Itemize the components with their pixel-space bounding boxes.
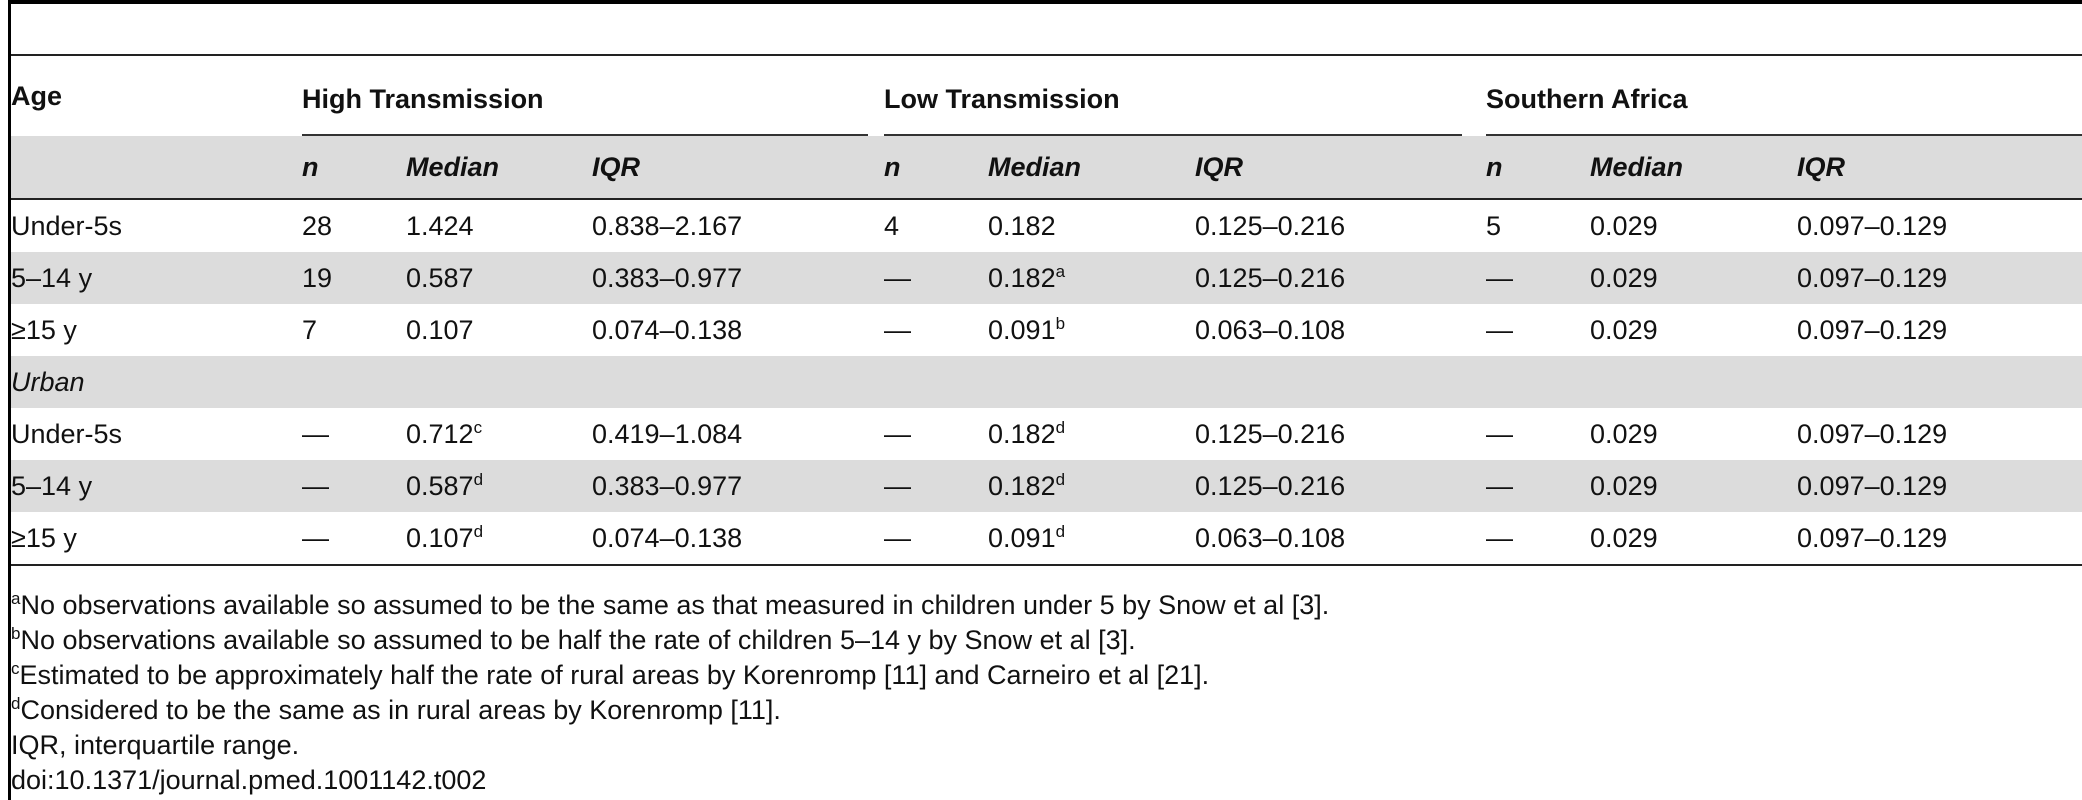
age-subheader-blank xyxy=(11,136,302,199)
median-value: 0.029 xyxy=(1590,314,1658,345)
median-cell xyxy=(406,252,592,304)
group-underline xyxy=(302,134,868,136)
footnote-mark: b xyxy=(1055,313,1066,333)
age-header: Age xyxy=(11,80,63,111)
median-cell xyxy=(988,252,1195,304)
data-table xyxy=(11,54,2082,566)
footnote-text: doi:10.1371/journal.pmed.1001142.t002 xyxy=(11,765,487,795)
median-cell xyxy=(1590,460,1797,512)
median-value: 0.587 xyxy=(406,470,474,501)
col-median: Median xyxy=(1590,136,1797,199)
age-cell: 5–14 y xyxy=(11,460,302,512)
iqr-cell: 0.063–0.108 xyxy=(1195,522,1346,553)
median-value: 0.091 xyxy=(988,314,1056,345)
median-value: 0.182 xyxy=(988,418,1056,449)
footnote-mark: c xyxy=(473,417,483,437)
median-cell xyxy=(406,304,592,356)
n-cell: — xyxy=(302,522,329,553)
data-table-wrapper xyxy=(11,54,2082,566)
n-cell: — xyxy=(884,522,912,553)
iqr-cell: 0.097–0.129 xyxy=(1797,314,1948,345)
age-cell: ≥15 y xyxy=(11,314,77,345)
median-value: 0.107 xyxy=(406,314,474,345)
iqr-cell: 0.097–0.129 xyxy=(1797,210,1948,241)
footnote-text: Considered to be the same as in rural areas by Korenromp [11]. xyxy=(20,695,781,725)
median-cell xyxy=(988,460,1195,512)
group-header-row xyxy=(11,55,2082,136)
sub-header-row xyxy=(11,136,2082,199)
n-cell: 4 xyxy=(884,210,900,241)
iqr-cell: 0.097–0.129 xyxy=(1797,418,1948,449)
footnote-line xyxy=(11,658,1329,693)
footnote-line xyxy=(11,763,1329,798)
median-cell xyxy=(988,512,1195,565)
iqr-cell: 0.097–0.129 xyxy=(1797,522,1948,553)
table-row xyxy=(11,408,2082,460)
median-cell xyxy=(406,408,592,460)
median-cell xyxy=(1590,199,1797,252)
median-value: 0.107 xyxy=(406,522,474,553)
table-row xyxy=(11,252,2082,304)
age-cell: ≥15 y xyxy=(11,522,77,553)
iqr-cell: 0.125–0.216 xyxy=(1195,418,1346,449)
n-cell: — xyxy=(884,314,912,345)
median-cell xyxy=(406,199,592,252)
top-border xyxy=(8,0,2082,4)
footnote-line xyxy=(11,588,1329,623)
median-value: 0.029 xyxy=(1590,470,1658,501)
n-cell: — xyxy=(1486,460,1590,512)
median-value: 0.182 xyxy=(988,262,1056,293)
footnote-mark: d xyxy=(473,521,484,541)
group-underline xyxy=(884,134,1462,136)
footnote-line xyxy=(11,728,1329,763)
section-label: Urban xyxy=(11,356,2082,408)
n-cell: — xyxy=(302,418,329,449)
iqr-cell: 0.074–0.138 xyxy=(592,314,743,345)
group-label: High Transmission xyxy=(302,83,544,114)
iqr-cell: 0.125–0.216 xyxy=(1195,252,1486,304)
age-cell: Under-5s xyxy=(11,210,123,241)
median-value: 0.182 xyxy=(988,210,1056,241)
median-cell xyxy=(406,512,592,565)
iqr-cell: 0.125–0.216 xyxy=(1195,210,1346,241)
iqr-cell: 0.838–2.167 xyxy=(592,210,743,241)
n-cell: — xyxy=(1486,252,1590,304)
median-value: 0.029 xyxy=(1590,262,1658,293)
footnote-text: No observations available so assumed to be the same as that measured in children under 5 by Snow et al [3]. xyxy=(20,590,1330,620)
median-value: 0.091 xyxy=(988,522,1056,553)
age-cell: 5–14 y xyxy=(11,252,302,304)
median-value: 0.712 xyxy=(406,418,474,449)
median-cell xyxy=(988,199,1195,252)
iqr-cell: 0.125–0.216 xyxy=(1195,460,1486,512)
table-row xyxy=(11,199,2082,252)
n-cell: — xyxy=(1486,418,1514,449)
footnote-mark: d xyxy=(1055,417,1066,437)
age-cell: Under-5s xyxy=(11,418,123,449)
n-cell: 19 xyxy=(302,252,406,304)
col-iqr: IQR xyxy=(1797,136,2082,199)
col-iqr: IQR xyxy=(1195,136,1486,199)
col-n: n xyxy=(1486,136,1590,199)
median-cell xyxy=(988,304,1195,356)
median-value: 0.029 xyxy=(1590,418,1658,449)
footnote-mark: a xyxy=(11,589,21,608)
group-header-southern xyxy=(1486,55,2082,136)
median-cell xyxy=(406,460,592,512)
n-cell: — xyxy=(1486,522,1514,553)
median-value: 0.587 xyxy=(406,262,474,293)
iqr-cell: 0.419–1.084 xyxy=(592,418,743,449)
footnote-line xyxy=(11,623,1329,658)
footnote-text: Estimated to be approximately half the rate of rural areas by Korenromp [11] and Carneiro et al [21]. xyxy=(19,660,1210,690)
group-header-high xyxy=(302,55,884,136)
footnotes xyxy=(11,588,1329,798)
footnote-mark: d xyxy=(11,694,21,713)
iqr-cell: 0.074–0.138 xyxy=(592,522,743,553)
footnote-mark: a xyxy=(1055,261,1066,281)
table-row xyxy=(11,460,2082,512)
n-cell: — xyxy=(884,252,988,304)
median-cell xyxy=(1590,512,1797,565)
table-row xyxy=(11,512,2082,565)
median-value: 0.182 xyxy=(988,470,1056,501)
iqr-cell: 0.063–0.108 xyxy=(1195,314,1346,345)
median-cell xyxy=(1590,304,1797,356)
footnote-line xyxy=(11,693,1329,728)
median-cell xyxy=(1590,408,1797,460)
median-value: 1.424 xyxy=(406,210,474,241)
footnote-mark: d xyxy=(1055,521,1066,541)
group-header-low xyxy=(884,55,1486,136)
n-cell: 5 xyxy=(1486,210,1502,241)
col-iqr: IQR xyxy=(592,136,884,199)
footnote-mark: d xyxy=(473,469,484,489)
col-n: n xyxy=(302,136,406,199)
n-cell: — xyxy=(884,418,912,449)
median-cell xyxy=(1590,252,1797,304)
footnote-text: No observations available so assumed to be half the rate of children 5–14 y by Snow et al [3]. xyxy=(20,625,1136,655)
n-cell: — xyxy=(884,460,988,512)
n-cell: 7 xyxy=(302,314,318,345)
col-median: Median xyxy=(406,136,592,199)
iqr-cell: 0.383–0.977 xyxy=(592,252,884,304)
footnote-mark: c xyxy=(11,659,20,678)
n-cell: — xyxy=(302,460,406,512)
iqr-cell: 0.383–0.977 xyxy=(592,460,884,512)
group-underline xyxy=(1486,134,2082,136)
median-cell xyxy=(988,408,1195,460)
footnote-text: IQR, interquartile range. xyxy=(11,730,300,760)
n-cell: — xyxy=(1486,314,1514,345)
median-value: 0.029 xyxy=(1590,522,1658,553)
section-row xyxy=(11,356,2082,408)
col-n: n xyxy=(884,136,988,199)
col-median: Median xyxy=(988,136,1195,199)
median-value: 0.029 xyxy=(1590,210,1658,241)
iqr-cell: 0.097–0.129 xyxy=(1797,460,2082,512)
table-row xyxy=(11,304,2082,356)
group-label: Low Transmission xyxy=(884,83,1120,114)
group-label: Southern Africa xyxy=(1486,83,1688,114)
n-cell: 28 xyxy=(302,210,333,241)
footnote-mark: b xyxy=(11,624,21,643)
footnote-mark: d xyxy=(1055,469,1066,489)
iqr-cell: 0.097–0.129 xyxy=(1797,252,2082,304)
